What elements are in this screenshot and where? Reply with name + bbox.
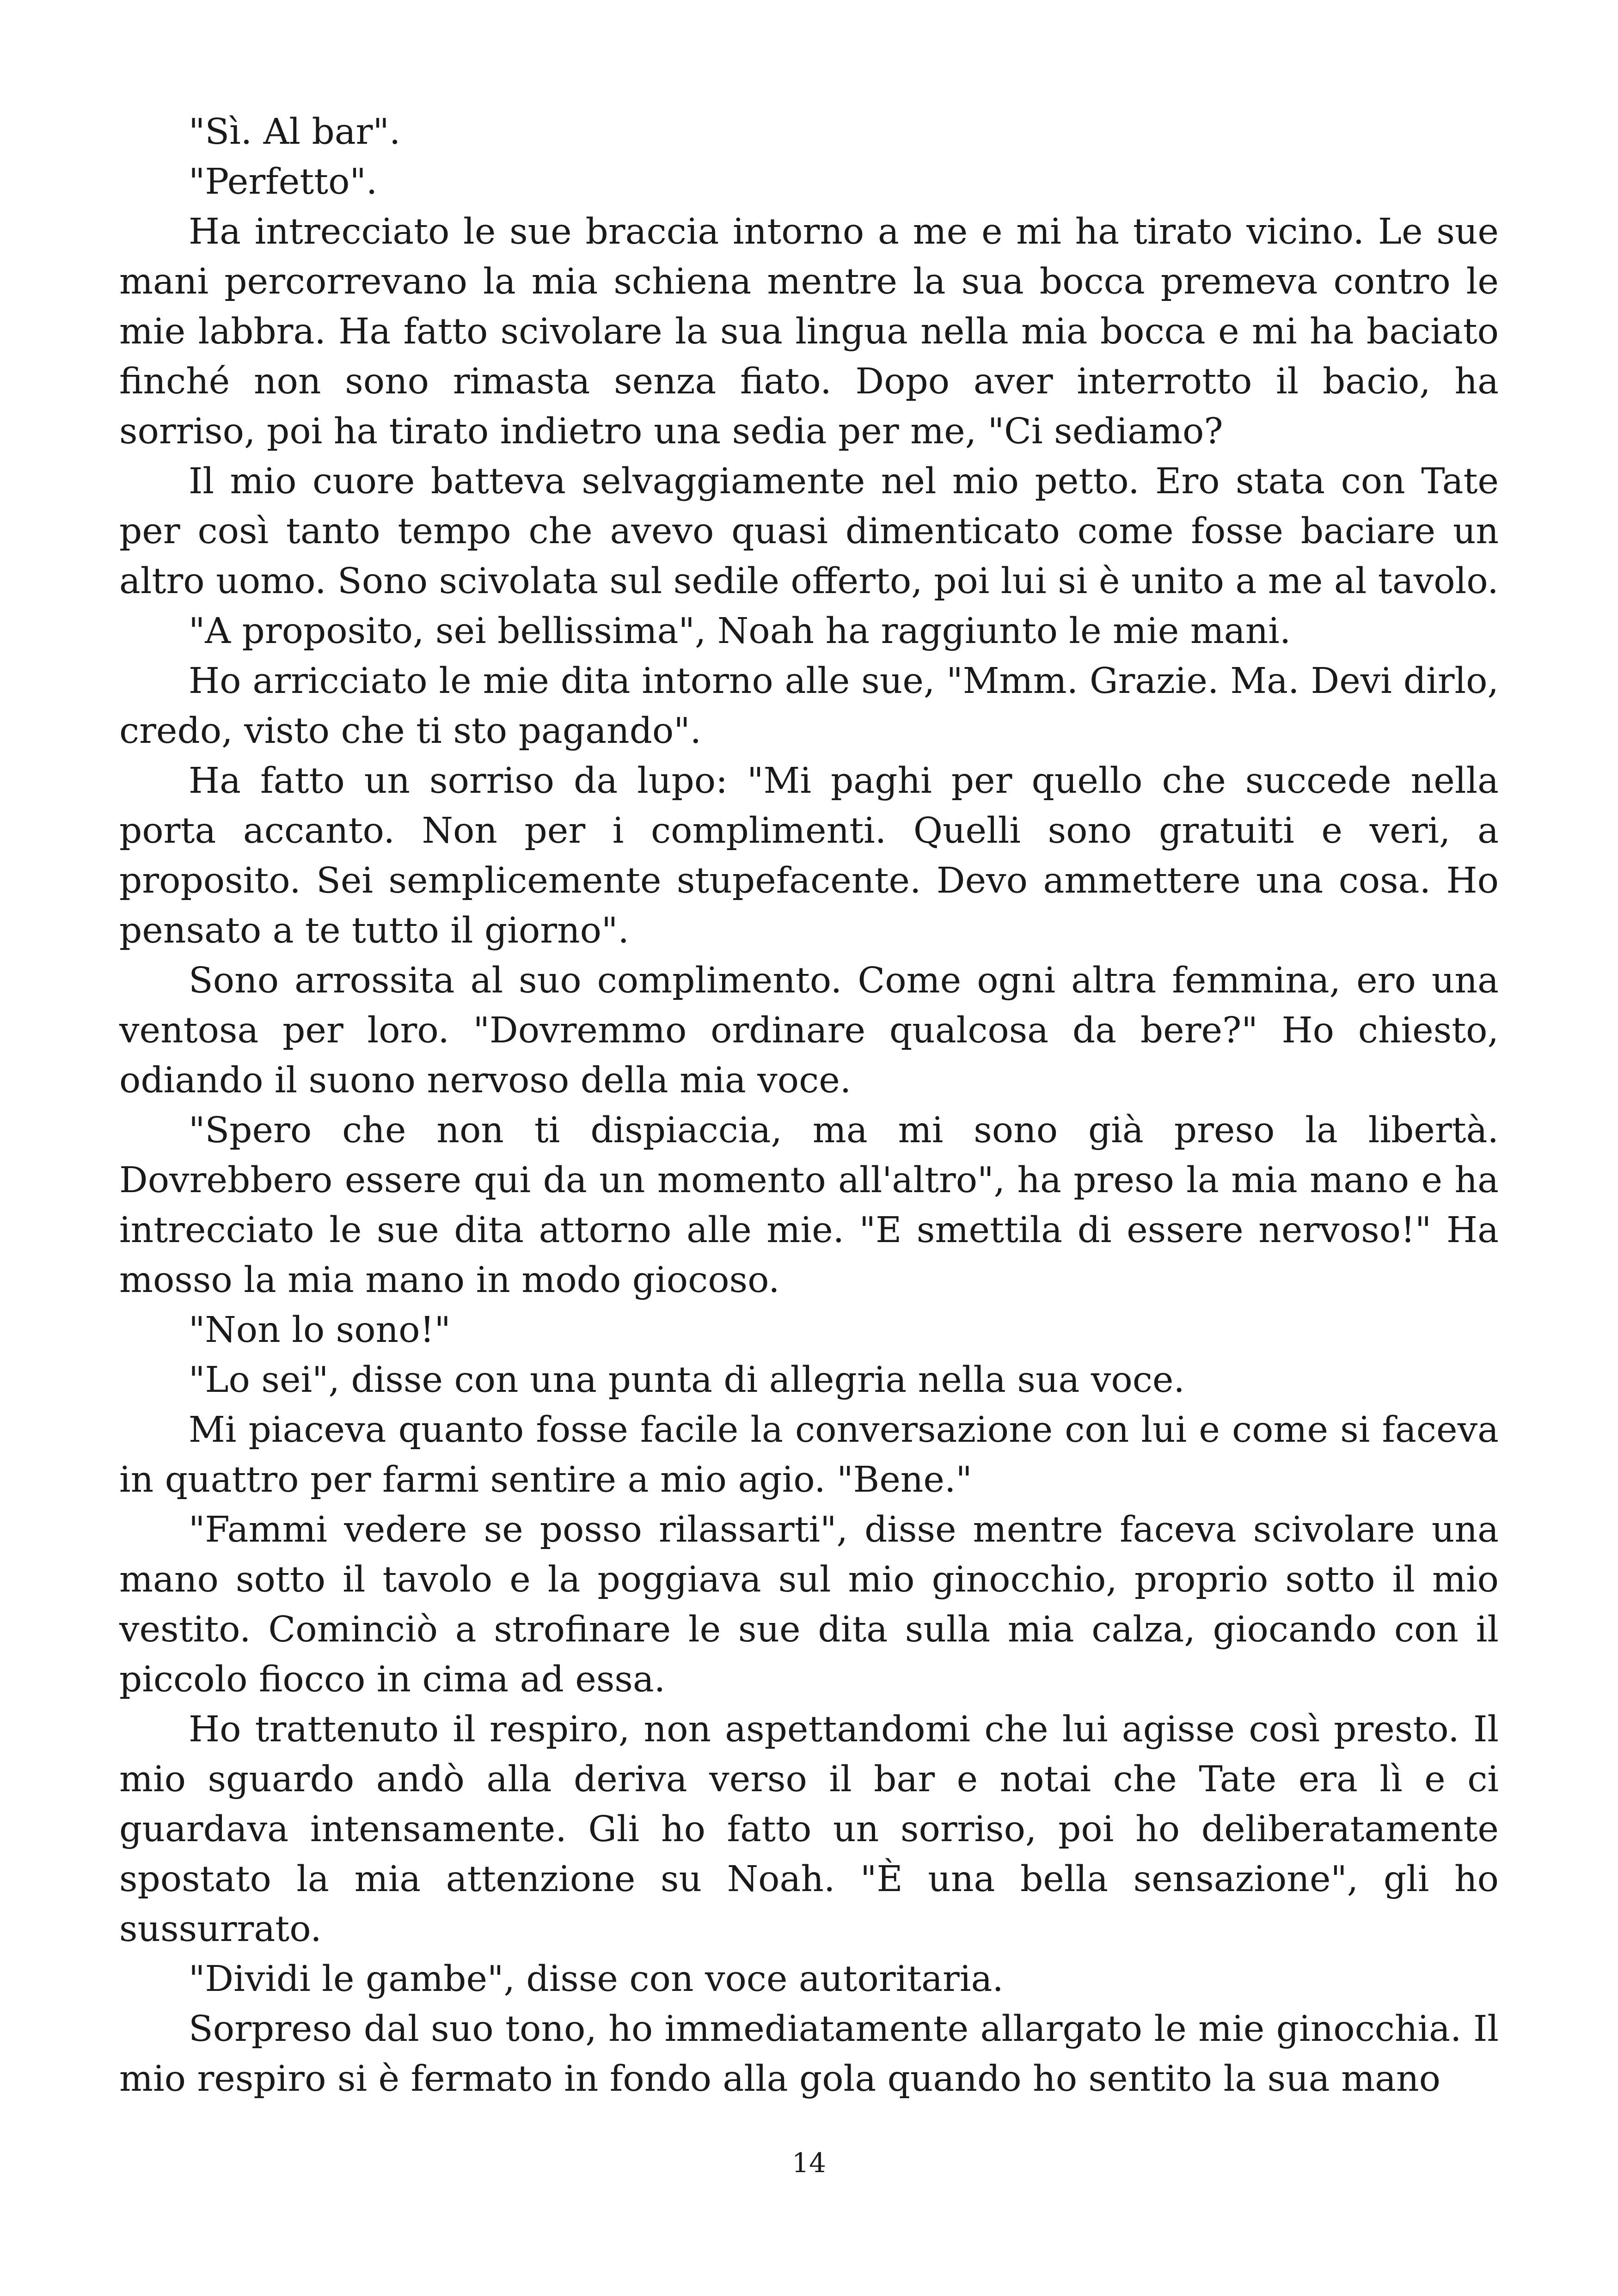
paragraph: Ha intrecciato le sue braccia intorno a me e mi ha tirato vicino. Le sue mani percorrevano la mia schiena mentre la sua bocca premeva contro le mie labbra. Ha fatto scivolare la sua lingua nella mia bocca e mi ha baciato finché non sono rimasta senza fiato. Dopo aver interrotto il bacio, ha sorriso, poi ha tirato indietro una sedia per me, "Ci sediamo? [119,211,1499,452]
paragraph: Ha fatto un sorriso da lupo: "Mi paghi per quello che succede nella porta accanto. Non per i complimenti. Quelli sono gratuiti e veri, a proposito. Sei semplicemente stupefacente. Devo ammettere una cosa. Ho pensato a te tutto il giorno". [119,760,1499,951]
paragraph: Sorpreso dal suo tono, ho immediatamente allargato le mie ginocchia. Il mio respiro si è fermato in fondo alla gola quando ho sentito la sua mano [119,2008,1499,2100]
paragraph: Sono arrossita al suo complimento. Come ogni altra femmina, ero una ventosa per loro. "Dovremmo ordinare qualcosa da bere?" Ho chiesto, odiando il suono nervoso della mia voce. [119,960,1499,1101]
paragraph: Ho trattenuto il respiro, non aspettandomi che lui agisse così presto. Il mio sguardo andò alla deriva verso il bar e notai che Tate era lì e ci guardava intensamente. Gli ho fatto un sorriso, poi ho deliberatamente spostato la mia attenzione su Noah. "È una bella sensazione", gli ho sussurrato. [119,1709,1499,1950]
paragraph: "Sì. Al bar". [189,111,401,153]
page-number: 14 [792,2147,826,2179]
paragraph: "A proposito, sei bellissima", Noah ha raggiunto le mie mani. [189,611,1291,652]
body-text [119,107,1499,2104]
paragraph: "Dividi le gambe", disse con voce autoritaria. [189,1959,1004,2000]
paragraph: Mi piaceva quanto fosse facile la conversazione con lui e come si faceva in quattro per farmi sentire a mio agio. "Bene." [119,1409,1499,1500]
paragraph: Il mio cuore batteva selvaggiamente nel mio petto. Ero stata con Tate per così tanto tempo che avevo quasi dimenticato come fosse baciare un altro uomo. Sono scivolata sul sedile offerto, poi lui si è unito a me al tavolo. [119,461,1499,602]
paragraph: "Fammi vedere se posso rilassarti", disse mentre faceva scivolare una mano sotto il tavolo e la poggiava sul mio ginocchio, proprio sotto il mio vestito. Cominciò a strofinare le sue dita sulla mia calza, giocando con il piccolo fiocco in cima ad essa. [119,1509,1499,1700]
paragraph: "Spero che non ti dispiaccia, ma mi sono già preso la libertà. Dovrebbero essere qui da un momento all'altro", ha preso la mia mano e ha intrecciato le sue dita attorno alle mie. "E smettila di essere nervoso!" Ha mosso la mia mano in modo giocoso. [119,1110,1499,1301]
paragraph: "Non lo sono!" [189,1310,451,1351]
paragraph: "Perfetto". [189,161,378,202]
paragraph: Ho arricciato le mie dita intorno alle sue, "Mmm. Grazie. Ma. Devi dirlo, credo, visto che ti sto pagando". [119,661,1499,752]
paragraph: "Lo sei", disse con una punta di allegria nella sua voce. [189,1359,1185,1401]
